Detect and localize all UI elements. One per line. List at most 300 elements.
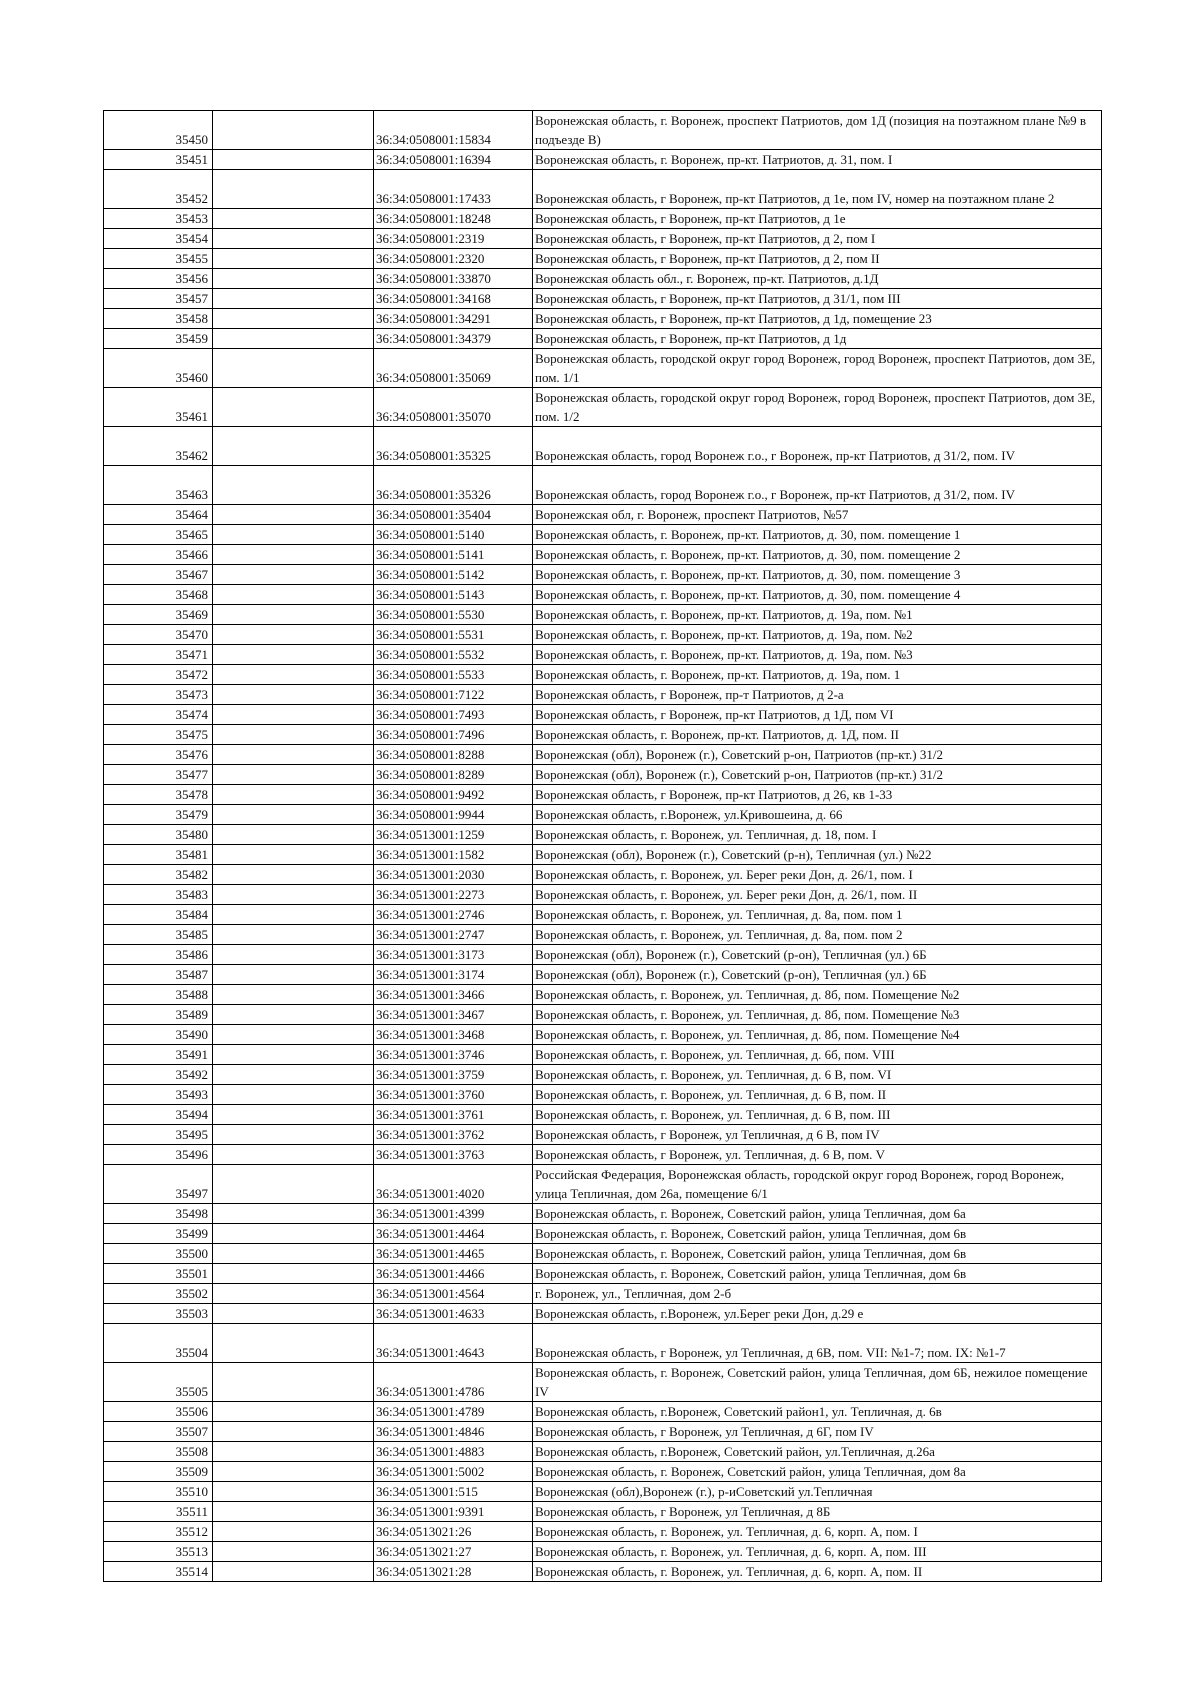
empty-cell — [213, 585, 374, 605]
empty-cell — [213, 1005, 374, 1025]
row-number-cell: 35477 — [104, 765, 213, 785]
address-cell: Воронежская область, г. Воронеж, ул. Тепличная, д. 8б, пом. Помещение №2 — [533, 985, 1102, 1005]
empty-cell — [213, 427, 374, 466]
empty-cell — [213, 645, 374, 665]
table-row — [104, 625, 1102, 645]
cadastral-number-cell: 36:34:0508001:5142 — [374, 565, 533, 585]
empty-cell — [213, 705, 374, 725]
row-number-cell: 35501 — [104, 1264, 213, 1284]
cadastral-number-cell: 36:34:0508001:17433 — [374, 170, 533, 209]
empty-cell — [213, 1542, 374, 1562]
address-cell: Воронежская область, г Воронеж, ул. Тепличная, д. 6 В, пом. V — [533, 1145, 1102, 1165]
empty-cell — [213, 170, 374, 209]
cadastral-number-cell: 36:34:0508001:18248 — [374, 209, 533, 229]
row-number-cell: 35485 — [104, 925, 213, 945]
empty-cell — [213, 1165, 374, 1204]
table-row — [104, 269, 1102, 289]
table-row — [104, 785, 1102, 805]
address-cell: Воронежская область, г. Воронеж, ул. Тепличная, д. 18, пом. I — [533, 825, 1102, 845]
row-number-cell: 35479 — [104, 805, 213, 825]
address-cell: Воронежская область, г. Воронеж, ул. Берег реки Дон, д. 26/1, пом. II — [533, 885, 1102, 905]
table-row — [104, 505, 1102, 525]
row-number-cell: 35459 — [104, 329, 213, 349]
table-row — [104, 925, 1102, 945]
address-cell: Воронежская (обл), Воронеж (г.), Советский р-он, Патриотов (пр-кт.) 31/2 — [533, 745, 1102, 765]
empty-cell — [213, 1562, 374, 1582]
cadastral-number-cell: 36:34:0508001:5532 — [374, 645, 533, 665]
table-row — [104, 1204, 1102, 1224]
row-number-cell: 35451 — [104, 150, 213, 170]
table-row — [104, 249, 1102, 269]
cadastral-number-cell: 36:34:0513001:9391 — [374, 1502, 533, 1522]
row-number-cell: 35483 — [104, 885, 213, 905]
cadastral-number-cell: 36:34:0513001:2746 — [374, 905, 533, 925]
empty-cell — [213, 209, 374, 229]
empty-cell — [213, 945, 374, 965]
row-number-cell: 35453 — [104, 209, 213, 229]
cadastral-number-cell: 36:34:0508001:2319 — [374, 229, 533, 249]
address-cell: Воронежская область, г Воронеж, ул Тепличная, д 8Б — [533, 1502, 1102, 1522]
empty-cell — [213, 1045, 374, 1065]
row-number-cell: 35492 — [104, 1065, 213, 1085]
address-cell: Воронежская область, г. Воронеж, Советский район, улица Тепличная, дом 8а — [533, 1462, 1102, 1482]
address-cell: Воронежская область, г.Воронеж, Советский район, ул.Тепличная, д.26а — [533, 1442, 1102, 1462]
table-row — [104, 825, 1102, 845]
empty-cell — [213, 289, 374, 309]
row-number-cell: 35503 — [104, 1304, 213, 1324]
table-row — [104, 645, 1102, 665]
cadastral-number-cell: 36:34:0508001:35325 — [374, 427, 533, 466]
table-row — [104, 1363, 1102, 1402]
table-row — [104, 585, 1102, 605]
empty-cell — [213, 825, 374, 845]
address-cell: Воронежская область, г Воронеж, пр-кт Патриотов, д 1е — [533, 209, 1102, 229]
table-row — [104, 525, 1102, 545]
address-cell: Воронежская область, г. Воронеж, ул. Тепличная, д. 6 В, пом. II — [533, 1085, 1102, 1105]
cadastral-number-cell: 36:34:0513001:3468 — [374, 1025, 533, 1045]
address-cell: Воронежская область, г Воронеж, пр-кт Патриотов, д 26, кв 1-33 — [533, 785, 1102, 805]
table-row — [104, 309, 1102, 329]
address-cell: Воронежская обл, г. Воронеж, проспект Патриотов, №57 — [533, 505, 1102, 525]
address-cell: Воронежская область, г Воронеж, пр-кт Патриотов, д 2, пом II — [533, 249, 1102, 269]
cadastral-number-cell: 36:34:0513001:4564 — [374, 1284, 533, 1304]
table-row — [104, 427, 1102, 466]
table-row — [104, 705, 1102, 725]
row-number-cell: 35514 — [104, 1562, 213, 1582]
cadastral-number-cell: 36:34:0508001:8288 — [374, 745, 533, 765]
empty-cell — [213, 1224, 374, 1244]
table-row — [104, 845, 1102, 865]
cadastral-number-cell: 36:34:0508001:35404 — [374, 505, 533, 525]
empty-cell — [213, 1145, 374, 1165]
empty-cell — [213, 1065, 374, 1085]
address-cell: Воронежская область, г. Воронеж, Советский район, улица Тепличная, дом 6в — [533, 1244, 1102, 1264]
cadastral-number-cell: 36:34:0513001:4786 — [374, 1363, 533, 1402]
address-cell: Воронежская область, г. Воронеж, Советский район, улица Тепличная, дом 6а — [533, 1204, 1102, 1224]
address-cell: Воронежская область, г.Воронеж, Советский район1, ул. Тепличная, д. 6в — [533, 1402, 1102, 1422]
table-row — [104, 150, 1102, 170]
empty-cell — [213, 885, 374, 905]
address-cell: Воронежская (обл), Воронеж (г.), Советский (р-н), Тепличная (ул.) №22 — [533, 845, 1102, 865]
empty-cell — [213, 329, 374, 349]
cadastral-number-cell: 36:34:0508001:33870 — [374, 269, 533, 289]
row-number-cell: 35505 — [104, 1363, 213, 1402]
cadastral-number-cell: 36:34:0513001:3762 — [374, 1125, 533, 1145]
empty-cell — [213, 1402, 374, 1422]
address-cell: Воронежская область, г. Воронеж, ул. Тепличная, д. 8а, пом. пом 1 — [533, 905, 1102, 925]
table-row — [104, 1065, 1102, 1085]
table-row — [104, 388, 1102, 427]
row-number-cell: 35511 — [104, 1502, 213, 1522]
empty-cell — [213, 785, 374, 805]
cadastral-number-cell: 36:34:0508001:9944 — [374, 805, 533, 825]
row-number-cell: 35467 — [104, 565, 213, 585]
address-cell: Воронежская область обл., г. Воронеж, пр-кт. Патриотов, д.1Д — [533, 269, 1102, 289]
empty-cell — [213, 725, 374, 745]
row-number-cell: 35490 — [104, 1025, 213, 1045]
empty-cell — [213, 1284, 374, 1304]
row-number-cell: 35476 — [104, 745, 213, 765]
table-row — [104, 1304, 1102, 1324]
address-cell: Воронежская область, г. Воронеж, пр-кт. Патриотов, д. 19а, пом. 1 — [533, 665, 1102, 685]
table-row — [104, 945, 1102, 965]
empty-cell — [213, 605, 374, 625]
empty-cell — [213, 805, 374, 825]
cadastral-number-cell: 36:34:0508001:34379 — [374, 329, 533, 349]
address-cell: Воронежская область, г. Воронеж, пр-кт. Патриотов, д. 30, пом. помещение 1 — [533, 525, 1102, 545]
cadastral-number-cell: 36:34:0508001:5140 — [374, 525, 533, 545]
address-cell: Воронежская область, г. Воронеж, пр-кт. Патриотов, д. 19а, пом. №1 — [533, 605, 1102, 625]
empty-cell — [213, 765, 374, 785]
address-cell: Воронежская область, г. Воронеж, ул. Тепличная, д. 6, корп. А, пом. III — [533, 1542, 1102, 1562]
row-number-cell: 35500 — [104, 1244, 213, 1264]
row-number-cell: 35474 — [104, 705, 213, 725]
address-cell: Воронежская (обл), Воронеж (г.), Советский (р-он), Тепличная (ул.) 6Б — [533, 965, 1102, 985]
table-row — [104, 1025, 1102, 1045]
cadastral-number-cell: 36:34:0508001:35070 — [374, 388, 533, 427]
row-number-cell: 35468 — [104, 585, 213, 605]
row-number-cell: 35461 — [104, 388, 213, 427]
row-number-cell: 35504 — [104, 1324, 213, 1363]
address-cell: Воронежская (обл),Воронеж (г.), р-иСоветский ул.Тепличная — [533, 1482, 1102, 1502]
table-row — [104, 1422, 1102, 1442]
row-number-cell: 35460 — [104, 349, 213, 388]
address-cell: Воронежская область, г. Воронеж, пр-кт. Патриотов, д. 19а, пом. №3 — [533, 645, 1102, 665]
cadastral-number-cell: 36:34:0508001:5530 — [374, 605, 533, 625]
cadastral-number-cell: 36:34:0513001:4789 — [374, 1402, 533, 1422]
empty-cell — [213, 388, 374, 427]
table-row — [104, 170, 1102, 209]
cadastral-number-cell: 36:34:0513001:515 — [374, 1482, 533, 1502]
row-number-cell: 35452 — [104, 170, 213, 209]
table-row — [104, 565, 1102, 585]
table-row — [104, 1165, 1102, 1204]
cadastral-number-cell: 36:34:0508001:7493 — [374, 705, 533, 725]
empty-cell — [213, 1105, 374, 1125]
address-cell: Воронежская область, г. Воронеж, пр-кт. Патриотов, д. 30, пом. помещение 2 — [533, 545, 1102, 565]
table-row — [104, 865, 1102, 885]
empty-cell — [213, 565, 374, 585]
cadastral-number-cell: 36:34:0508001:35326 — [374, 466, 533, 505]
address-cell: Воронежская область, г. Воронеж, пр-кт. Патриотов, д. 31, пом. I — [533, 150, 1102, 170]
cadastral-number-cell: 36:34:0513001:2747 — [374, 925, 533, 945]
address-cell: Воронежская область, г. Воронеж, пр-кт. Патриотов, д. 30, пом. помещение 4 — [533, 585, 1102, 605]
table-row — [104, 1462, 1102, 1482]
row-number-cell: 35465 — [104, 525, 213, 545]
register-table-body — [104, 111, 1102, 1582]
empty-cell — [213, 1204, 374, 1224]
address-cell: Воронежская область, г.Воронеж, ул.Берег реки Дон, д.29 е — [533, 1304, 1102, 1324]
empty-cell — [213, 1522, 374, 1542]
table-row — [104, 885, 1102, 905]
row-number-cell: 35470 — [104, 625, 213, 645]
cadastral-number-cell: 36:34:0508001:5141 — [374, 545, 533, 565]
cadastral-number-cell: 36:34:0513001:3173 — [374, 945, 533, 965]
row-number-cell: 35469 — [104, 605, 213, 625]
row-number-cell: 35458 — [104, 309, 213, 329]
cadastral-number-cell: 36:34:0508001:5143 — [374, 585, 533, 605]
address-cell: Воронежская область, городской округ город Воронеж, город Воронеж, проспект Патриотов, дом 3Е, пом. 1/1 — [533, 349, 1102, 388]
empty-cell — [213, 1422, 374, 1442]
row-number-cell: 35464 — [104, 505, 213, 525]
address-cell: Воронежская область, г Воронеж, пр-кт Патриотов, д 1д — [533, 329, 1102, 349]
cadastral-number-cell: 36:34:0508001:34168 — [374, 289, 533, 309]
row-number-cell: 35475 — [104, 725, 213, 745]
address-cell: Воронежская область, г. Воронеж, ул. Тепличная, д. 6, корп. А, пом. II — [533, 1562, 1102, 1582]
cadastral-number-cell: 36:34:0508001:16394 — [374, 150, 533, 170]
address-cell: Воронежская область, г Воронеж, пр-кт Патриотов, д 1д, помещение 23 — [533, 309, 1102, 329]
table-row — [104, 545, 1102, 565]
address-cell: Воронежская область, г. Воронеж, пр-кт. Патриотов, д. 30, пом. помещение 3 — [533, 565, 1102, 585]
cadastral-number-cell: 36:34:0513001:3174 — [374, 965, 533, 985]
empty-cell — [213, 1125, 374, 1145]
table-row — [104, 745, 1102, 765]
empty-cell — [213, 745, 374, 765]
cadastral-number-cell: 36:34:0513001:2030 — [374, 865, 533, 885]
row-number-cell: 35491 — [104, 1045, 213, 1065]
empty-cell — [213, 625, 374, 645]
row-number-cell: 35463 — [104, 466, 213, 505]
empty-cell — [213, 905, 374, 925]
cadastral-number-cell: 36:34:0513001:4633 — [374, 1304, 533, 1324]
row-number-cell: 35488 — [104, 985, 213, 1005]
address-cell: Российская Федерация, Воронежская область, городской округ город Воронеж, город Воронеж, улица Тепличная, дом 26а, помещение 6/1 — [533, 1165, 1102, 1204]
row-number-cell: 35473 — [104, 685, 213, 705]
empty-cell — [213, 865, 374, 885]
table-row — [104, 1224, 1102, 1244]
table-row — [104, 665, 1102, 685]
empty-cell — [213, 1025, 374, 1045]
cadastral-number-cell: 36:34:0508001:9492 — [374, 785, 533, 805]
row-number-cell: 35454 — [104, 229, 213, 249]
cadastral-number-cell: 36:34:0513001:5002 — [374, 1462, 533, 1482]
cadastral-number-cell: 36:34:0508001:34291 — [374, 309, 533, 329]
row-number-cell: 35457 — [104, 289, 213, 309]
row-number-cell: 35450 — [104, 111, 213, 150]
cadastral-number-cell: 36:34:0513001:3467 — [374, 1005, 533, 1025]
cadastral-number-cell: 36:34:0513001:3746 — [374, 1045, 533, 1065]
address-cell: Воронежская область, г. Воронеж, ул. Тепличная, д. 6 В, пом. III — [533, 1105, 1102, 1125]
row-number-cell: 35509 — [104, 1462, 213, 1482]
table-row — [104, 349, 1102, 388]
cadastral-number-cell: 36:34:0508001:5531 — [374, 625, 533, 645]
cadastral-number-cell: 36:34:0508001:2320 — [374, 249, 533, 269]
address-cell: Воронежская область, г. Воронеж, ул. Берег реки Дон, д. 26/1, пом. I — [533, 865, 1102, 885]
row-number-cell: 35456 — [104, 269, 213, 289]
row-number-cell: 35487 — [104, 965, 213, 985]
cadastral-number-cell: 36:34:0508001:5533 — [374, 665, 533, 685]
row-number-cell: 35471 — [104, 645, 213, 665]
table-row — [104, 1442, 1102, 1462]
table-row — [104, 1562, 1102, 1582]
table-row — [104, 111, 1102, 150]
empty-cell — [213, 349, 374, 388]
table-row — [104, 1244, 1102, 1264]
row-number-cell: 35507 — [104, 1422, 213, 1442]
address-cell: Воронежская область, г Воронеж, ул Тепличная, д 6Г, пом IV — [533, 1422, 1102, 1442]
table-row — [104, 1542, 1102, 1562]
cadastral-number-cell: 36:34:0513021:26 — [374, 1522, 533, 1542]
empty-cell — [213, 1264, 374, 1284]
empty-cell — [213, 1304, 374, 1324]
table-row — [104, 1045, 1102, 1065]
cadastral-number-cell: 36:34:0513021:28 — [374, 1562, 533, 1582]
empty-cell — [213, 1482, 374, 1502]
empty-cell — [213, 229, 374, 249]
empty-cell — [213, 269, 374, 289]
table-row — [104, 805, 1102, 825]
row-number-cell: 35496 — [104, 1145, 213, 1165]
empty-cell — [213, 525, 374, 545]
row-number-cell: 35484 — [104, 905, 213, 925]
row-number-cell: 35486 — [104, 945, 213, 965]
empty-cell — [213, 1244, 374, 1264]
cadastral-number-cell: 36:34:0513001:4466 — [374, 1264, 533, 1284]
table-row — [104, 605, 1102, 625]
address-cell: Воронежская область, г. Воронеж, ул. Тепличная, д. 6 В, пом. VI — [533, 1065, 1102, 1085]
cadastral-number-cell: 36:34:0508001:7496 — [374, 725, 533, 745]
address-cell: г. Воронеж, ул., Тепличная, дом 2-б — [533, 1284, 1102, 1304]
row-number-cell: 35512 — [104, 1522, 213, 1542]
table-row — [104, 1284, 1102, 1304]
cadastral-number-cell: 36:34:0513001:4465 — [374, 1244, 533, 1264]
empty-cell — [213, 1442, 374, 1462]
empty-cell — [213, 925, 374, 945]
cadastral-number-cell: 36:34:0513001:1259 — [374, 825, 533, 845]
row-number-cell: 35497 — [104, 1165, 213, 1204]
empty-cell — [213, 1502, 374, 1522]
address-cell: Воронежская область, г. Воронеж, пр-кт. Патриотов, д. 1Д, пом. II — [533, 725, 1102, 745]
row-number-cell: 35466 — [104, 545, 213, 565]
row-number-cell: 35472 — [104, 665, 213, 685]
cadastral-number-cell: 36:34:0513001:4643 — [374, 1324, 533, 1363]
table-row — [104, 1145, 1102, 1165]
empty-cell — [213, 1462, 374, 1482]
address-cell: Воронежская область, г. Воронеж, ул. Тепличная, д. 8б, пом. Помещение №3 — [533, 1005, 1102, 1025]
table-row — [104, 1522, 1102, 1542]
cadastral-number-cell: 36:34:0513001:4399 — [374, 1204, 533, 1224]
row-number-cell: 35495 — [104, 1125, 213, 1145]
address-cell: Воронежская область, г.Воронеж, ул.Кривошеина, д. 66 — [533, 805, 1102, 825]
empty-cell — [213, 111, 374, 150]
table-row — [104, 289, 1102, 309]
table-row — [104, 1125, 1102, 1145]
row-number-cell: 35481 — [104, 845, 213, 865]
empty-cell — [213, 985, 374, 1005]
row-number-cell: 35499 — [104, 1224, 213, 1244]
empty-cell — [213, 665, 374, 685]
empty-cell — [213, 150, 374, 170]
row-number-cell: 35513 — [104, 1542, 213, 1562]
row-number-cell: 35455 — [104, 249, 213, 269]
empty-cell — [213, 545, 374, 565]
cadastral-number-cell: 36:34:0508001:15834 — [374, 111, 533, 150]
table-row — [104, 685, 1102, 705]
address-cell: Воронежская (обл), Воронеж (г.), Советский (р-он), Тепличная (ул.) 6Б — [533, 945, 1102, 965]
table-row — [104, 1324, 1102, 1363]
address-cell: Воронежская область, г. Воронеж, Советский район, улица Тепличная, дом 6в — [533, 1264, 1102, 1284]
cadastral-number-cell: 36:34:0513001:3759 — [374, 1065, 533, 1085]
row-number-cell: 35489 — [104, 1005, 213, 1025]
row-number-cell: 35482 — [104, 865, 213, 885]
table-row — [104, 965, 1102, 985]
address-cell: Воронежская область, городской округ город Воронеж, город Воронеж, проспект Патриотов, дом 3Е, пом. 1/2 — [533, 388, 1102, 427]
address-cell: Воронежская область, г Воронеж, пр-кт Патриотов, д 2, пом I — [533, 229, 1102, 249]
address-cell: Воронежская область, г Воронеж, пр-кт Патриотов, д 1Д, пом VI — [533, 705, 1102, 725]
address-cell: Воронежская область, г. Воронеж, пр-кт. Патриотов, д. 19а, пом. №2 — [533, 625, 1102, 645]
table-row — [104, 1105, 1102, 1125]
cadastral-number-cell: 36:34:0513001:4020 — [374, 1165, 533, 1204]
row-number-cell: 35480 — [104, 825, 213, 845]
row-number-cell: 35498 — [104, 1204, 213, 1224]
empty-cell — [213, 505, 374, 525]
cadastral-number-cell: 36:34:0508001:7122 — [374, 685, 533, 705]
cadastral-number-cell: 36:34:0513001:2273 — [374, 885, 533, 905]
table-row — [104, 1085, 1102, 1105]
table-row — [104, 1482, 1102, 1502]
address-cell: Воронежская область, г. Воронеж, проспект Патриотов, дом 1Д (позиция на поэтажном плане №9 в подъезде В) — [533, 111, 1102, 150]
cadastral-number-cell: 36:34:0513001:3763 — [374, 1145, 533, 1165]
row-number-cell: 35478 — [104, 785, 213, 805]
table-row — [104, 985, 1102, 1005]
address-cell: Воронежская область, г. Воронеж, ул. Тепличная, д. 8б, пом. Помещение №4 — [533, 1025, 1102, 1045]
row-number-cell: 35494 — [104, 1105, 213, 1125]
table-row — [104, 905, 1102, 925]
empty-cell — [213, 845, 374, 865]
address-cell: Воронежская область, город Воронеж г.о., г Воронеж, пр-кт Патриотов, д 31/2, пом. IV — [533, 466, 1102, 505]
table-row — [104, 1502, 1102, 1522]
property-register-table — [103, 110, 1102, 1582]
empty-cell — [213, 1324, 374, 1363]
address-cell: Воронежская область, г Воронеж, ул Тепличная, д 6 В, пом IV — [533, 1125, 1102, 1145]
address-cell: Воронежская область, г. Воронеж, Советский район, улица Тепличная, дом 6в — [533, 1224, 1102, 1244]
row-number-cell: 35510 — [104, 1482, 213, 1502]
address-cell: Воронежская (обл), Воронеж (г.), Советский р-он, Патриотов (пр-кт.) 31/2 — [533, 765, 1102, 785]
cadastral-number-cell: 36:34:0508001:35069 — [374, 349, 533, 388]
table-row — [104, 765, 1102, 785]
empty-cell — [213, 466, 374, 505]
empty-cell — [213, 1085, 374, 1105]
address-cell: Воронежская область, г. Воронеж, Советский район, улица Тепличная, дом 6Б, нежилое помещение IV — [533, 1363, 1102, 1402]
row-number-cell: 35493 — [104, 1085, 213, 1105]
empty-cell — [213, 1363, 374, 1402]
row-number-cell: 35508 — [104, 1442, 213, 1462]
cadastral-number-cell: 36:34:0513001:4846 — [374, 1422, 533, 1442]
table-row — [104, 466, 1102, 505]
cadastral-number-cell: 36:34:0513021:27 — [374, 1542, 533, 1562]
empty-cell — [213, 965, 374, 985]
address-cell: Воронежская область, г. Воронеж, ул. Тепличная, д. 6б, пом. VIII — [533, 1045, 1102, 1065]
